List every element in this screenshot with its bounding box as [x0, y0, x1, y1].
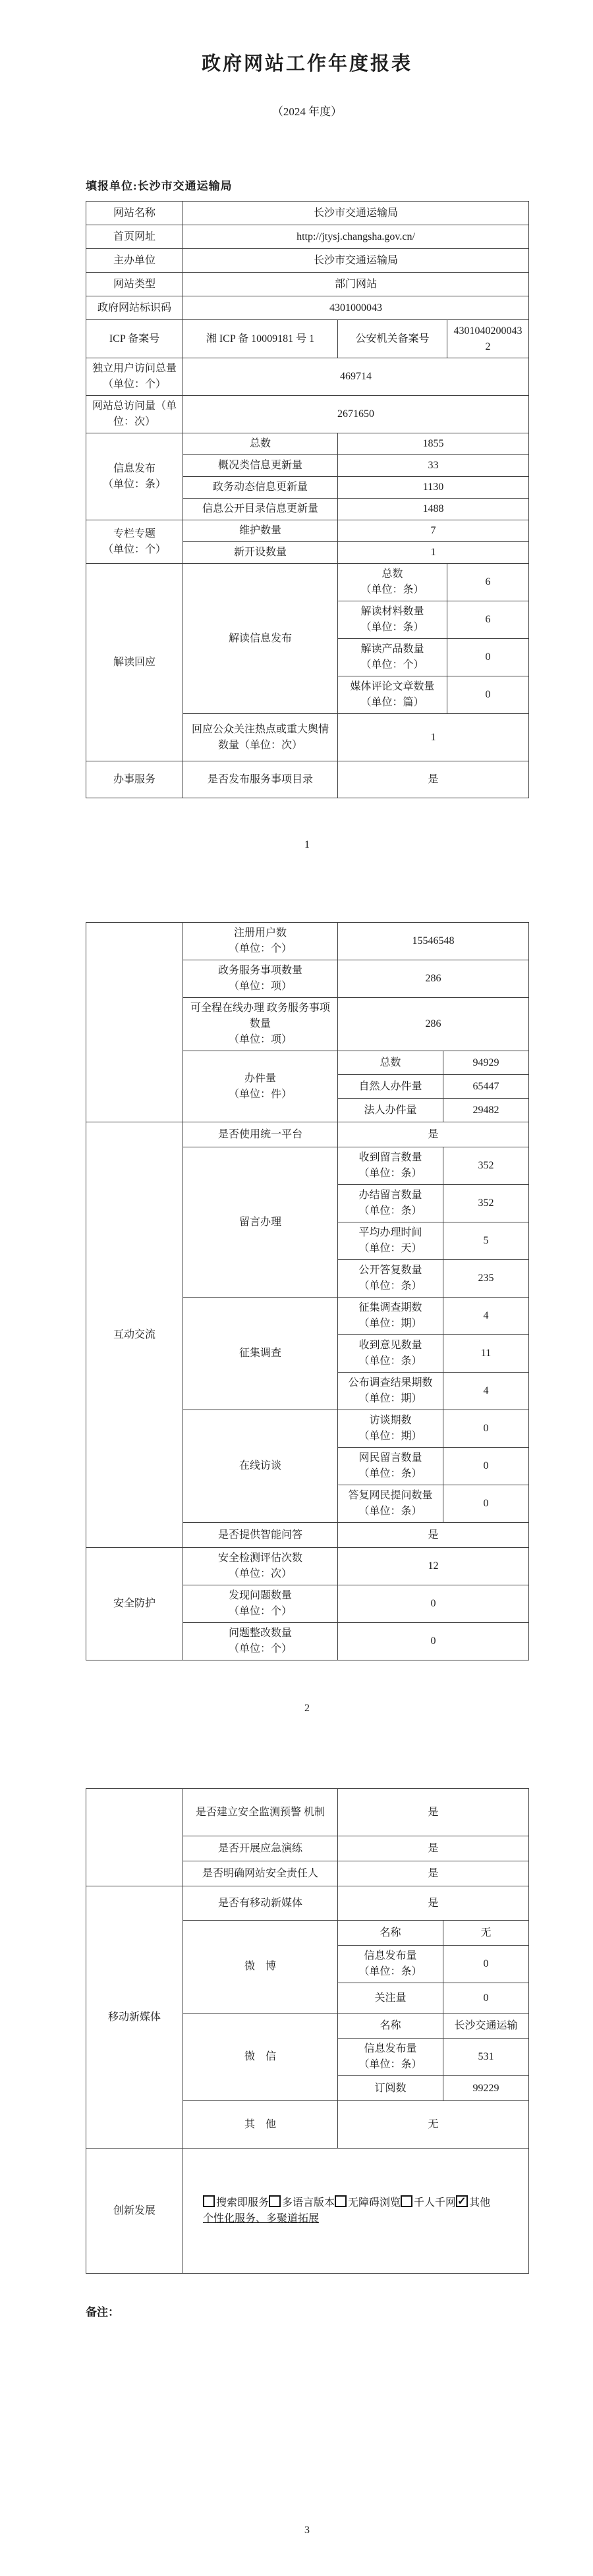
handled-volume-unit: （单位：件）: [228, 1088, 292, 1100]
opinions-received-value: 11: [443, 1335, 529, 1373]
natural-person-value: 65447: [443, 1075, 529, 1099]
legal-person-label: 法人办件量: [338, 1099, 443, 1122]
security-officer-label: 是否明确网站安全责任人: [183, 1861, 338, 1886]
opinions-received-label-text: 收到意见数量: [358, 1340, 422, 1351]
wechat-subscribers-value: 99229: [443, 2076, 529, 2101]
weibo-name-label: 名称: [338, 1921, 443, 1946]
problems-rectified-label-text: 问题整改数量: [228, 1628, 292, 1639]
interpretation-total-label: [338, 564, 447, 601]
public-replies-label: [338, 1260, 443, 1298]
messages-completed-label-text: 办结留言数量: [358, 1190, 422, 1201]
messages-received-unit: （单位：条）: [358, 1168, 422, 1179]
interpretation-total-value: 6: [447, 564, 529, 601]
special-columns-section-label: [86, 520, 183, 564]
security-assessments-label-text: 安全检测评估次数: [217, 1552, 302, 1564]
security-assessments-unit: （单位：次）: [228, 1568, 292, 1579]
site-type-label: 网站类型: [86, 273, 183, 296]
other-media-label: 其 他: [183, 2101, 338, 2149]
interpretation-total-label-text: 总数: [381, 568, 403, 580]
handled-total-value: 94929: [443, 1051, 529, 1075]
public-replies-label-text: 公开答复数量: [358, 1265, 422, 1276]
checkbox-label: 搜索即服务: [216, 2197, 269, 2208]
emergency-drills-value: 是: [338, 1836, 529, 1861]
interpretation-products-label-text: 解读产品数量: [360, 644, 424, 655]
opinions-received-label: [338, 1335, 443, 1373]
service-section-label: 办事服务: [86, 761, 183, 798]
innovation-checkbox-row: [203, 2195, 519, 2211]
interpretation-products-unit: （单位：个）: [360, 659, 424, 671]
service-catalog-value: 是: [338, 761, 529, 798]
maintained-columns-value: 7: [338, 520, 529, 542]
unique-visitors-label: 独立用户访问总量（单位：个）: [86, 358, 183, 396]
service-section-continued-cell: [86, 923, 183, 1122]
avg-handling-time-value: 5: [443, 1222, 529, 1260]
public-replies-unit: （单位：条）: [358, 1280, 422, 1292]
security-assessments-value: 12: [338, 1548, 529, 1585]
police-record-value: 43010402000432: [447, 320, 529, 358]
overview-updates-label: 概况类信息更新量: [183, 455, 338, 477]
service-items-value: 286: [338, 960, 529, 998]
interpretation-total-unit: （单位：条）: [360, 584, 424, 595]
questions-answered-label: [338, 1485, 443, 1523]
special-columns-unit: （单位：个）: [102, 543, 166, 555]
maintained-columns-label: 维护数量: [183, 520, 338, 542]
total-visits-value: 2671650: [183, 396, 529, 433]
innovation-options-cell: [183, 2149, 529, 2274]
interpretation-section-label: 解读回应: [86, 564, 183, 761]
checkbox-search-as-service: [203, 2197, 269, 2208]
interpretation-products-value: 0: [447, 639, 529, 676]
avg-handling-time-unit: （单位：天）: [358, 1243, 422, 1254]
survey-results-value: 4: [443, 1373, 529, 1410]
mobile-media-section-label: 移动新媒体: [86, 1886, 183, 2149]
document-title: 政府网站工作年度报表: [201, 53, 412, 74]
document-subtitle: （2024 年度）: [271, 105, 343, 118]
media-articles-unit: （单位：篇）: [360, 697, 424, 708]
new-columns-label: 新开设数量: [183, 542, 338, 564]
registered-users-label: [183, 923, 338, 960]
wechat-posts-value: 531: [443, 2039, 529, 2076]
interaction-section-label: 互动交流: [86, 1122, 183, 1548]
site-name-label: 网站名称: [86, 202, 183, 225]
survey-results-label: [338, 1373, 443, 1410]
online-items-value: 286: [338, 998, 529, 1051]
dynamic-updates-label: 政务动态信息更新量: [183, 477, 338, 499]
questions-answered-label-text: 答复网民提问数量: [348, 1490, 433, 1501]
service-items-label: [183, 960, 338, 998]
smart-qa-value: 是: [338, 1523, 529, 1548]
home-url-label: 首页网址: [86, 225, 183, 249]
survey-periods-unit: （单位：期）: [358, 1318, 422, 1329]
problems-found-label: [183, 1585, 338, 1623]
hot-response-value: 1: [338, 714, 529, 761]
problems-rectified-label: [183, 1623, 338, 1660]
overview-updates-value: 33: [338, 455, 529, 477]
page-number-2: 2: [304, 1703, 310, 1714]
security-section-label: 安全防护: [86, 1548, 183, 1660]
site-code-value: 4301000043: [183, 296, 529, 320]
problems-rectified-value: 0: [338, 1623, 529, 1660]
message-handling-label: 留言办理: [183, 1147, 338, 1298]
security-section-continued-cell: [86, 1789, 183, 1886]
monitoring-mechanism-value: 是: [338, 1789, 529, 1836]
surveys-label: 征集调查: [183, 1298, 338, 1410]
checkbox-multilingual: [269, 2197, 335, 2208]
checkbox-icon: [269, 2195, 281, 2207]
checkbox-icon: [401, 2195, 412, 2207]
weibo-followers-label: 关注量: [338, 1983, 443, 2014]
netizen-messages-value: 0: [443, 1448, 529, 1485]
interpretation-materials-label-text: 解读材料数量: [360, 606, 424, 617]
problems-found-unit: （单位：个）: [228, 1606, 292, 1617]
online-interviews-label: 在线访谈: [183, 1410, 338, 1523]
info-release-total-label: 总数: [183, 433, 338, 455]
wechat-name-label: 名称: [338, 2014, 443, 2039]
dynamic-updates-value: 1130: [338, 477, 529, 499]
checkbox-personalized-web: [401, 2197, 456, 2208]
survey-periods-value: 4: [443, 1298, 529, 1335]
media-articles-value: 0: [447, 676, 529, 714]
checkbox-icon: [456, 2195, 468, 2207]
online-items-unit: （单位：项）: [228, 1034, 292, 1045]
weibo-posts-unit: （单位：条）: [358, 1966, 422, 1977]
monitoring-mechanism-label: 是否建立安全监测预警 机制: [183, 1789, 338, 1836]
weibo-label: 微 博: [183, 1921, 338, 2014]
checkbox-label: 多语言版本: [282, 2197, 335, 2208]
interview-periods-value: 0: [443, 1410, 529, 1448]
security-officer-value: 是: [338, 1861, 529, 1886]
innovation-section-label: 创新发展: [86, 2149, 183, 2274]
other-media-value: 无: [338, 2101, 529, 2149]
survey-periods-label-text: 征集调查期数: [358, 1302, 422, 1313]
innovation-other-text-content: 个性化服务、多聚道拓展: [203, 2212, 320, 2224]
hot-response-label: 回应公众关注热点或重大舆情数量（单位：次）: [183, 714, 338, 761]
online-items-label-text: 可全程在线办理 政务服务事项数量: [190, 1002, 330, 1029]
home-url-value: http://jtysj.changsha.gov.cn/: [183, 225, 529, 249]
checkbox-accessibility: [335, 2197, 401, 2208]
messages-received-label-text: 收到留言数量: [358, 1152, 422, 1163]
interpretation-materials-unit: （单位：条）: [360, 622, 424, 633]
messages-received-value: 352: [443, 1147, 529, 1185]
messages-completed-label: [338, 1185, 443, 1222]
emergency-drills-label: 是否开展应急演练: [183, 1836, 338, 1861]
police-record-label: 公安机关备案号: [338, 320, 447, 358]
unique-visitors-value: 469714: [183, 358, 529, 396]
interpretation-materials-label: [338, 601, 447, 639]
page-number-1: 1: [304, 839, 310, 850]
checkbox-label: 无障碍浏览: [348, 2197, 401, 2208]
netizen-messages-label: [338, 1448, 443, 1485]
info-release-label: 信息发布: [113, 462, 155, 474]
organizer-label: 主办单位: [86, 249, 183, 273]
site-type-value: 部门网站: [183, 273, 529, 296]
organizer-value: 长沙市交通运输局: [183, 249, 529, 273]
special-columns-label: 专栏专题: [113, 528, 155, 539]
smart-qa-label: 是否提供智能问答: [183, 1523, 338, 1548]
questions-answered-value: 0: [443, 1485, 529, 1523]
wechat-posts-label: [338, 2039, 443, 2076]
survey-results-label-text: 公布调查结果期数: [348, 1377, 433, 1388]
survey-results-unit: （单位：期）: [358, 1393, 422, 1404]
weibo-name-value: 无: [443, 1921, 529, 1946]
online-items-label: [183, 998, 338, 1051]
media-articles-label-text: 媒体评论文章数量: [350, 681, 435, 692]
avg-handling-time-label: [338, 1222, 443, 1260]
handled-volume-section-label: [183, 1051, 338, 1122]
icp-value: 湘 ICP 备 10009181 号 1: [183, 320, 338, 358]
checkbox-label: 其他: [469, 2197, 491, 2208]
public-replies-value: 235: [443, 1260, 529, 1298]
icp-label: ICP 备案号: [86, 320, 183, 358]
interpretation-products-label: [338, 639, 447, 676]
netizen-messages-unit: （单位：条）: [358, 1468, 422, 1479]
problems-rectified-unit: （单位：个）: [228, 1643, 292, 1655]
avg-handling-time-label-text: 平均办理时间: [358, 1227, 422, 1238]
survey-periods-label: [338, 1298, 443, 1335]
weibo-posts-value: 0: [443, 1946, 529, 1983]
report-table-page-1: [86, 201, 529, 798]
legal-person-value: 29482: [443, 1099, 529, 1122]
has-mobile-media-value: 是: [338, 1886, 529, 1921]
catalog-updates-value: 1488: [338, 499, 529, 520]
media-articles-label: [338, 676, 447, 714]
messages-completed-value: 352: [443, 1185, 529, 1222]
interview-periods-label-text: 访谈期数: [369, 1415, 412, 1426]
report-table-page-2: [86, 922, 529, 1660]
registered-users-unit: （单位：个）: [228, 943, 292, 954]
unified-platform-value: 是: [338, 1122, 529, 1147]
natural-person-label: 自然人办件量: [338, 1075, 443, 1099]
report-table-page-3: [86, 1788, 529, 2274]
site-code-label: 政府网站标识码: [86, 296, 183, 320]
interpretation-materials-value: 6: [447, 601, 529, 639]
service-items-unit: （单位：项）: [228, 981, 292, 992]
questions-answered-unit: （单位：条）: [358, 1506, 422, 1517]
site-name-value: 长沙市交通运输局: [183, 202, 529, 225]
weibo-posts-label: [338, 1946, 443, 1983]
problems-found-label-text: 发现问题数量: [228, 1590, 292, 1601]
remarks-label: 备注：: [86, 2306, 119, 2318]
handled-total-label: 总数: [338, 1051, 443, 1075]
checkbox-icon: [203, 2195, 215, 2207]
catalog-updates-label: 信息公开目录信息更新量: [183, 499, 338, 520]
messages-completed-unit: （单位：条）: [358, 1205, 422, 1217]
info-release-section-label: [86, 433, 183, 520]
new-columns-value: 1: [338, 542, 529, 564]
problems-found-value: 0: [338, 1585, 529, 1623]
interview-periods-label: [338, 1410, 443, 1448]
handled-volume-label: 办件量: [244, 1072, 276, 1084]
total-visits-label: 网站总访问量（单位：次）: [86, 396, 183, 433]
service-catalog-label: 是否发布服务事项目录: [183, 761, 338, 798]
interpretation-release-label: 解读信息发布: [183, 564, 338, 714]
registered-users-value: 15546548: [338, 923, 529, 960]
checkbox-icon: [335, 2195, 347, 2207]
wechat-subscribers-label: 订阅数: [338, 2076, 443, 2101]
checkbox-label: 千人千网: [414, 2197, 457, 2208]
wechat-label: 微 信: [183, 2014, 338, 2101]
security-assessments-label: [183, 1548, 338, 1585]
info-release-total-value: 1855: [338, 433, 529, 455]
weibo-posts-label-text: 信息发布量: [364, 1950, 417, 1961]
innovation-other-text: [203, 2211, 519, 2227]
service-items-label-text: 政务服务事项数量: [217, 965, 302, 976]
weibo-followers-value: 0: [443, 1983, 529, 2014]
interview-periods-unit: （单位：期）: [358, 1431, 422, 1442]
opinions-received-unit: （单位：条）: [358, 1356, 422, 1367]
unified-platform-label: 是否使用统一平台: [183, 1122, 338, 1147]
info-release-unit: （单位：条）: [102, 478, 166, 490]
wechat-name-value: 长沙交通运输: [443, 2014, 529, 2039]
messages-received-label: [338, 1147, 443, 1185]
netizen-messages-label-text: 网民留言数量: [358, 1452, 422, 1464]
filing-unit: 填报单位:长沙市交通运输局: [86, 180, 233, 192]
has-mobile-media-label: 是否有移动新媒体: [183, 1886, 338, 1921]
checkbox-other: [456, 2197, 490, 2208]
registered-users-label-text: 注册用户数: [233, 927, 287, 939]
wechat-posts-unit: （单位：条）: [358, 2059, 422, 2070]
page-number-3: 3: [304, 2525, 310, 2536]
wechat-posts-label-text: 信息发布量: [364, 2043, 417, 2054]
